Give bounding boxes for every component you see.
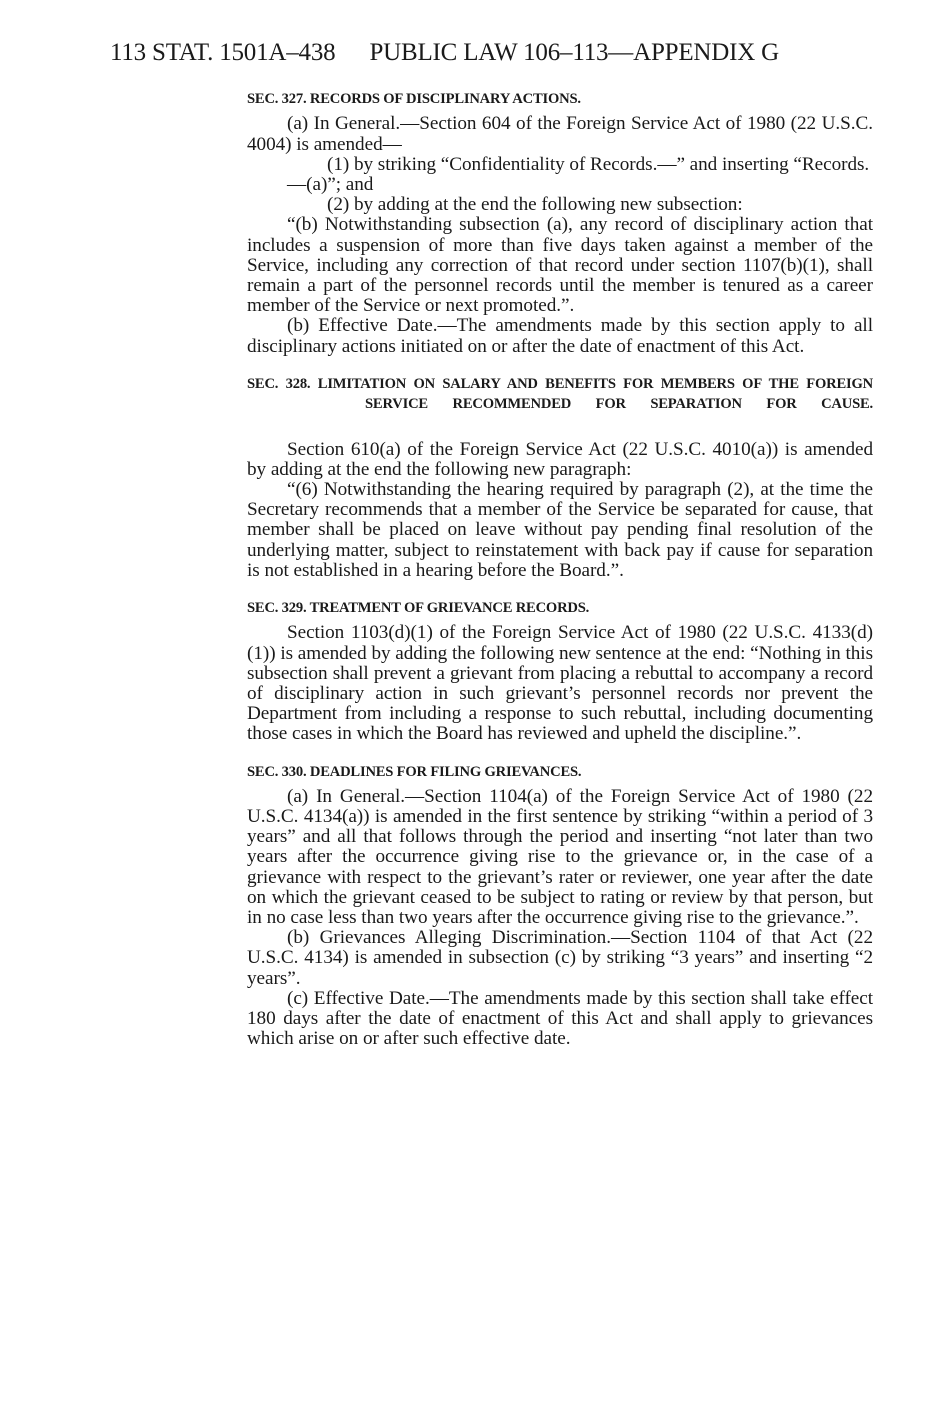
section-heading: SEC. 329. TREATMENT OF GRIEVANCE RECORDS. — [247, 600, 590, 617]
paragraph: (c) Effective Date.—The amendments made by this section shall take effect 180 days after the date of enactment of this Act and shall apply to grievances which arise on or after such effective date. — [247, 987, 873, 1050]
running-head — [110, 38, 890, 68]
paragraph: (b) Effective Date.—The amendments made by this section apply to all disciplinary actions initiated on or after the date of enactment of this Act. — [247, 315, 873, 357]
paragraph: Section 610(a) of the Foreign Service Act (22 U.S.C. 4010(a)) is amended by adding at the end the following new paragraph: — [247, 438, 873, 480]
section-heading: SEC. 328. LIMITATION ON SALARY AND BENEFITS FOR MEMBERS OF THE FOREIGN SERVICE RECOMMENDED FOR SEPARATION FOR CAUSE. — [247, 375, 873, 413]
paragraph: (a) In General.—Section 1104(a) of the Foreign Service Act of 1980 (22 U.S.C. 4134(a)) is amended in the first sentence by striking “within a period of 3 years” and all that follows through the period and inserting “not later than two years after the occurrence giving rise to the grievance or, in the case of a grievance with respect to the grievant’s rater or reviewer, one year after the date on which the grievant ceased to be subject to rating or review by that person, but in no case less than two years after the occurrence giving rise to the grievance.”. — [247, 785, 873, 929]
paragraph: (1) by striking “Confidentiality of Records.—” and inserting “Records.—(a)”; and — [287, 153, 870, 195]
section-327 — [247, 89, 873, 357]
section-328 — [247, 374, 873, 581]
section-330 — [247, 762, 873, 1050]
section-heading: SEC. 330. DEADLINES FOR FILING GRIEVANCES. — [247, 763, 582, 780]
paragraph: (2) by adding at the end the following new subsection: — [327, 194, 743, 216]
page-body — [247, 86, 873, 1050]
section-heading: SEC. 327. RECORDS OF DISCIPLINARY ACTIONS. — [247, 91, 581, 107]
paragraph: (a) In General.—Section 604 of the Foreign Service Act of 1980 (22 U.S.C. 4004) is amended— — [247, 113, 873, 155]
stat-citation: 113 STAT. 1501A–438 — [110, 39, 336, 66]
section-329 — [247, 598, 873, 745]
paragraph: “(6) Notwithstanding the hearing required by paragraph (2), at the time the Secretary recommends that a member of the Service be separated for cause, that member shall be placed on leave without pay pending final resolution of the underlying matter, subject to reinstatement with back pay if cause for separation is not established in a hearing before the Board.”. — [247, 479, 873, 581]
public-law-title: PUBLIC LAW 106–113—APPENDIX G — [369, 39, 780, 66]
paragraph: (b) Grievances Alleging Discrimination.—Section 1104 of that Act (22 U.S.C. 4134) is amended in subsection (c) by striking “3 years” and inserting “2 years”. — [247, 927, 873, 989]
paragraph: “(b) Notwithstanding subsection (a), any record of disciplinary action that includes a suspension of more than five days taken against a member of the Service, including any correction of that record under section 1107(b)(1), shall remain a part of the personnel records until the member is tenured as a career member of the Service or next promoted.”. — [247, 214, 873, 317]
paragraph: Section 1103(d)(1) of the Foreign Service Act of 1980 (22 U.S.C. 4133(d)(1)) is amended by adding the following new sentence at the end: “Nothing in this subsection shall prevent a grievant from placing a rebuttal to accompany a record of disciplinary action in such grievant’s personnel records nor prevent the Department from including a response to such rebuttal, including documenting those cases in which the Board has reviewed and upheld the discipline.”. — [247, 622, 873, 745]
